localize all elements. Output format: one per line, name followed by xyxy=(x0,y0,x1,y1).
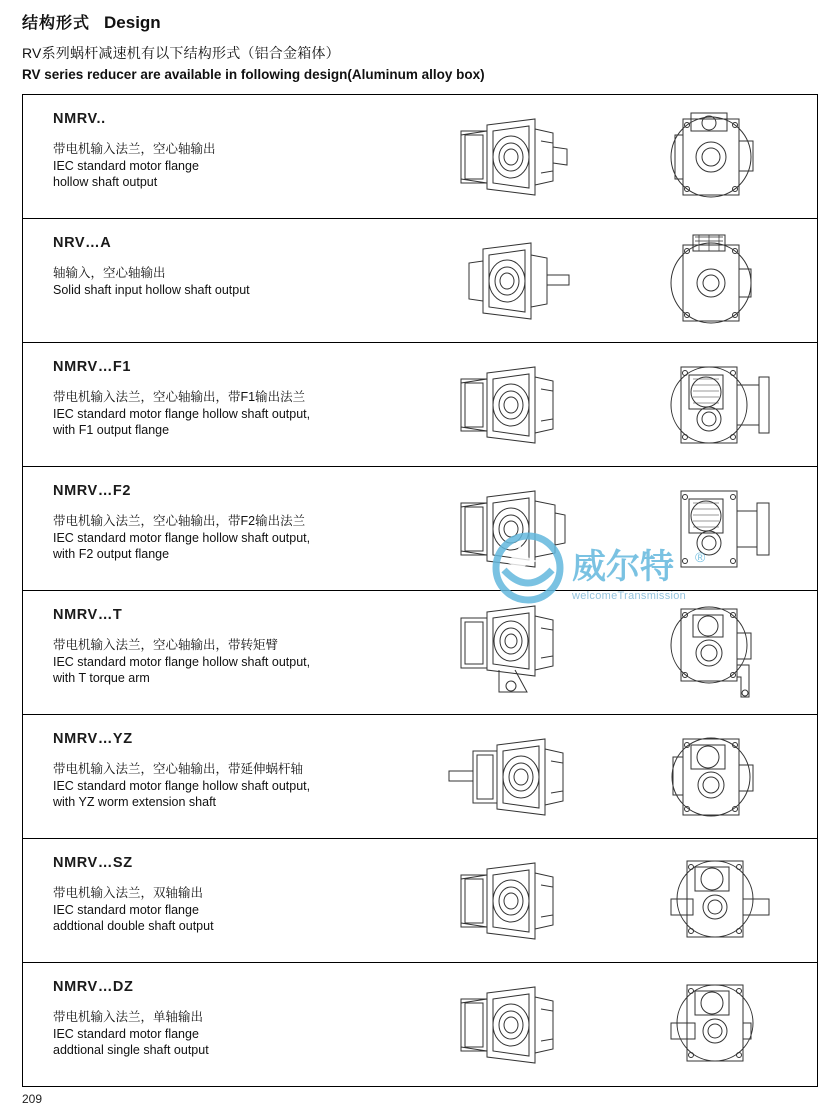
description-en-line2: with F2 output flange xyxy=(53,547,170,561)
svg-text:威尔特: 威尔特 xyxy=(572,548,674,586)
gearbox-front-single-shaft-icon xyxy=(653,973,793,1077)
gearbox-iso-view-icon xyxy=(443,975,583,1075)
description-en-line2: with T torque arm xyxy=(53,671,150,685)
table-row xyxy=(23,343,817,467)
gearbox-iso-view-icon xyxy=(443,107,583,207)
row-text xyxy=(23,715,423,838)
gearbox-iso-extension-shaft-icon xyxy=(443,727,593,827)
description-cn: 带电机输入法兰，单轴输出 xyxy=(53,1010,204,1024)
row-text xyxy=(23,839,423,962)
gearbox-front-double-shaft-icon xyxy=(653,849,793,953)
description-en-line2: hollow shaft output xyxy=(53,175,158,189)
table-row xyxy=(23,963,817,1087)
model-label: NMRV…SZ xyxy=(53,855,133,871)
gearbox-iso-view-icon xyxy=(443,479,583,579)
row-text xyxy=(23,591,423,714)
gearbox-front-view-icon xyxy=(653,105,773,209)
description-en-line1: IEC standard motor flange xyxy=(53,903,199,917)
table-row xyxy=(23,715,817,839)
row-text xyxy=(23,963,423,1086)
model-label: NMRV.. xyxy=(53,111,106,127)
figure-cell xyxy=(423,219,817,342)
model-label: NMRV…YZ xyxy=(53,731,133,747)
table-row xyxy=(23,591,817,715)
description-en-line2: addtional single shaft output xyxy=(53,1043,209,1057)
model-label: NMRV…T xyxy=(53,607,123,623)
gearbox-iso-view-icon xyxy=(443,231,583,331)
table-row xyxy=(23,467,817,591)
figure-cell xyxy=(423,591,817,714)
description-cn: 带电机输入法兰，空心轴输出 xyxy=(53,142,216,156)
brand-tagline: welcomeTransmission xyxy=(572,590,687,602)
model-label: NMRV…F2 xyxy=(53,483,132,499)
gearbox-front-view-icon xyxy=(653,725,773,829)
table-row xyxy=(23,95,817,219)
row-text xyxy=(23,95,423,218)
title-row xyxy=(22,10,818,33)
page-title-en: Design xyxy=(104,13,161,32)
gearbox-iso-view-icon xyxy=(443,355,583,455)
description-en-line1: IEC standard motor flange xyxy=(53,1027,199,1041)
page-number: 209 xyxy=(22,1092,43,1106)
description-cn: 带电机输入法兰，空心轴输出，带转矩臂 xyxy=(53,638,279,652)
document-header xyxy=(22,0,818,82)
figure-cell xyxy=(423,715,817,838)
description-cn: 轴输入，空心轴输出 xyxy=(53,266,166,280)
gearbox-front-view-flange-icon xyxy=(653,353,793,457)
page-title-cn: 结构形式 xyxy=(22,15,91,32)
model-label: NMRV…F1 xyxy=(53,359,132,375)
description-en-line1: IEC standard motor flange xyxy=(53,159,199,173)
description-en-line1: IEC standard motor flange hollow shaft output, xyxy=(53,779,311,793)
description-en-line1: IEC standard motor flange hollow shaft output, xyxy=(53,407,311,421)
figure-cell xyxy=(423,343,817,466)
description-en-line1: IEC standard motor flange hollow shaft output, xyxy=(53,531,311,545)
table-row xyxy=(23,219,817,343)
svg-text:®: ® xyxy=(695,549,706,565)
description-cn: 带电机输入法兰，空心轴输出，带F2输出法兰 xyxy=(53,514,306,528)
description-en-line2: addtional double shaft output xyxy=(53,919,214,933)
row-text xyxy=(23,219,423,342)
subtitle-cn: RV系列蜗杆减速机有以下结构形式（铝合金箱体） xyxy=(22,45,340,61)
description-cn: 带电机输入法兰，空心轴输出，带F1输出法兰 xyxy=(53,390,306,404)
model-label: NRV…A xyxy=(53,235,112,251)
gearbox-front-view-icon xyxy=(653,229,773,333)
description-en-line1: IEC standard motor flange hollow shaft output, xyxy=(53,655,311,669)
model-label: NMRV…DZ xyxy=(53,979,134,995)
design-table xyxy=(22,94,818,1087)
gearbox-iso-torque-arm-icon xyxy=(443,598,593,708)
figure-cell xyxy=(423,963,817,1086)
row-text xyxy=(23,467,423,590)
subtitle-en: RV series reducer are available in following design(Aluminum alloy box) xyxy=(22,67,485,82)
description-cn: 带电机输入法兰，双轴输出 xyxy=(53,886,204,900)
table-row xyxy=(23,839,817,963)
figure-cell xyxy=(423,839,817,962)
description-en-line2: with YZ worm extension shaft xyxy=(53,795,217,809)
description-cn: 带电机输入法兰，空心轴输出，带延伸蜗杆轴 xyxy=(53,762,304,776)
description-en-line2: with F1 output flange xyxy=(53,423,170,437)
gearbox-front-view-torque-arm-icon xyxy=(653,597,783,709)
gearbox-iso-view-icon xyxy=(443,851,583,951)
description-en-line1: Solid shaft input hollow shaft output xyxy=(53,283,250,297)
row-text xyxy=(23,343,423,466)
figure-cell xyxy=(423,95,817,218)
gearbox-front-view-flange-icon xyxy=(653,477,793,581)
figure-cell xyxy=(423,467,817,590)
